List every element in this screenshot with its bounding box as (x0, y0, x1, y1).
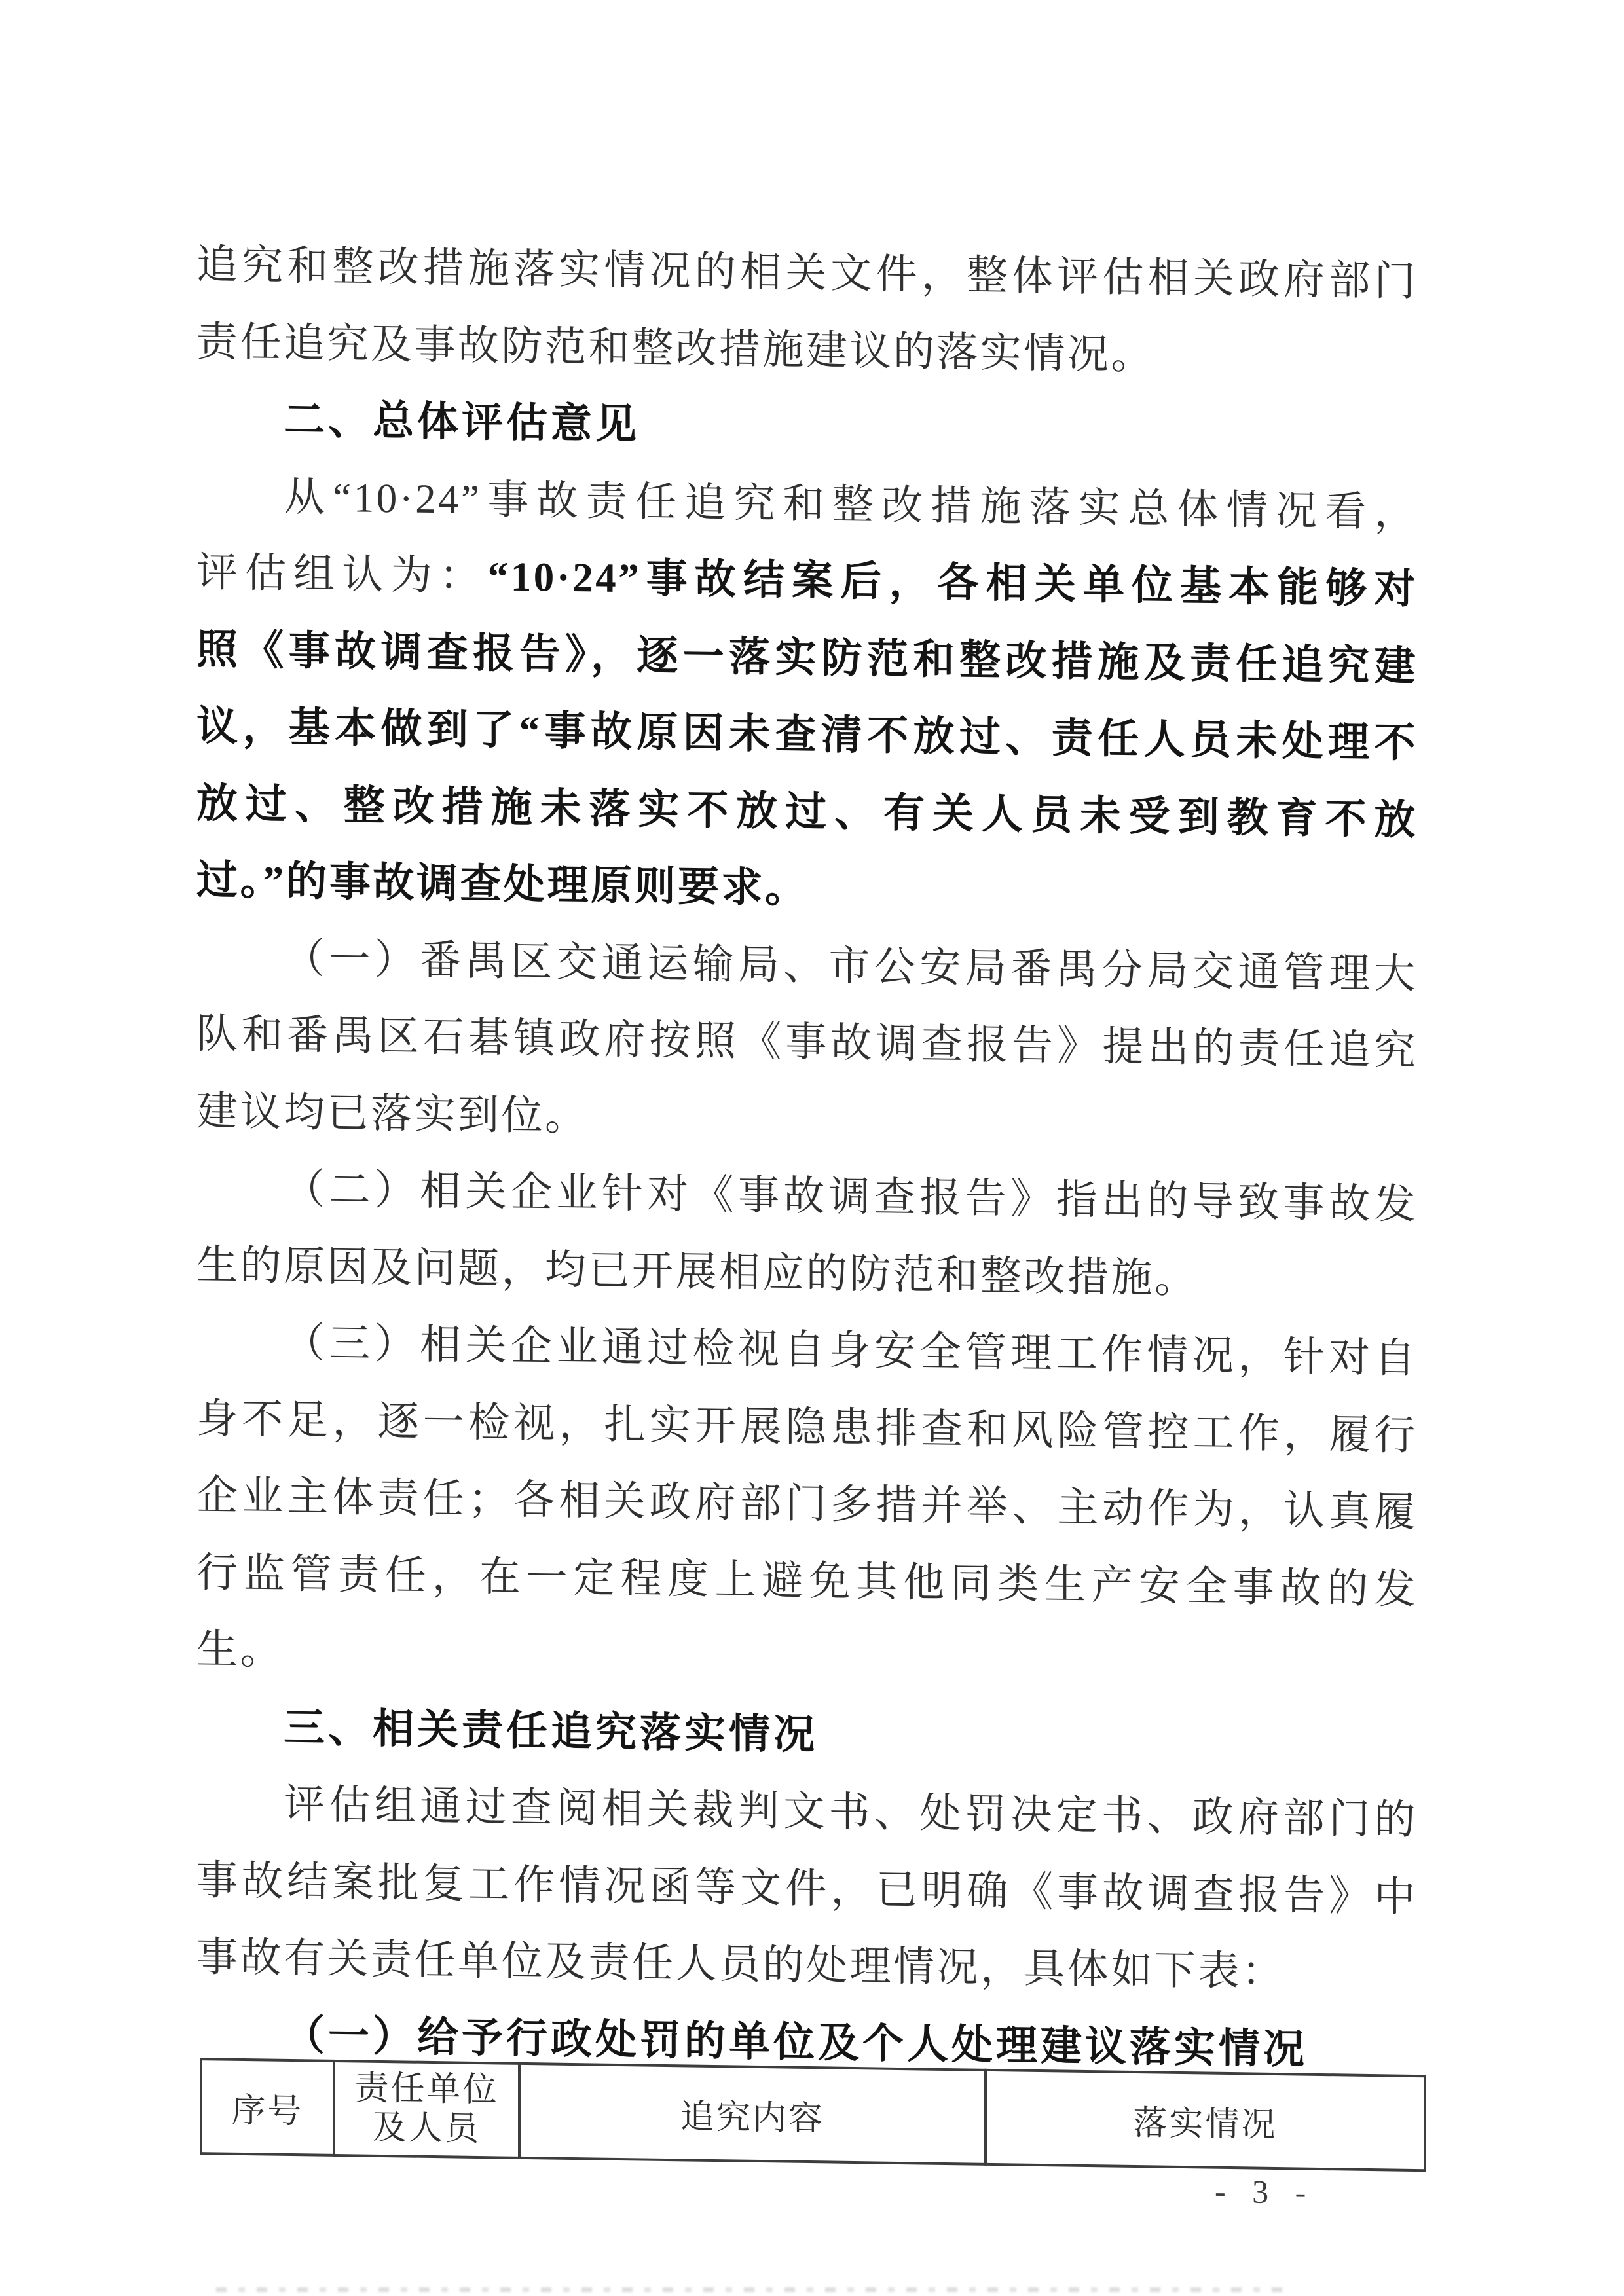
text-line: 评估组通过查阅相关裁判文书、处罚决定书、政府部门的 (284, 1781, 1418, 1844)
text-line: 放过、整改措施未落实不放过、有关人员未受到教育不放 (196, 780, 1418, 843)
text-line: （一）番禺区交通运输局、市公安局番禺分局交通管理大 (284, 935, 1418, 997)
section-heading-2: 二、总体评估意见 (284, 396, 640, 448)
header-cell-status: 落实情况 (986, 2070, 1425, 2170)
text-line: 事故有关责任单位及责任人员的处理情况，具体如下表： (196, 1934, 1285, 1995)
next-page-bleed-artifact (216, 2287, 1283, 2292)
text-line: 照《事故调查报告》，逐一落实防范和整改措施及责任追究建 (196, 626, 1418, 689)
text-line: 生的原因及问题，均已开展相应的防范和整改措施。 (196, 1241, 1198, 1302)
text-line: 过。”的事故调查处理原则要求。 (196, 857, 809, 912)
text-line: 队和番禺区石碁镇政府按照《事故调查报告》提出的责任追究 (196, 1011, 1418, 1074)
text-line: （二）相关企业针对《事故调查报告》指出的导致事故发 (284, 1165, 1418, 1228)
punishment-table (200, 2058, 1426, 2172)
text-line: （三）相关企业通过检视自身安全管理工作情况，针对自 (284, 1319, 1418, 1382)
text-line: 追究和整改措施落实情况的相关文件，整体评估相关政府部门 (196, 242, 1418, 305)
page-number: - 3 - (1215, 2172, 1316, 2211)
header-cell-unit (334, 2061, 519, 2158)
text-line: 企业主体责任；各相关政府部门多措并举、主动作为，认真履 (196, 1472, 1418, 1536)
text-line: 议，基本做到了“事故原因未查清不放过、责任人员未处理不 (196, 703, 1418, 767)
line-bold-part: “10·24”事故结案后，各相关单位基本能够对 (487, 553, 1418, 613)
text-line: 行监管责任，在一定程度上避免其他同类生产安全事故的发 (196, 1549, 1418, 1613)
text-line: 建议均已落实到位。 (196, 1087, 589, 1139)
text-line: 事故结案批复工作情况函等文件，已明确《事故调查报告》中 (196, 1857, 1418, 1920)
header-unit-line1: 责任单位 (354, 2069, 499, 2109)
text-line: 身不足，逐一检视，扎实开展隐患排查和风险管控工作，履行 (196, 1395, 1418, 1459)
header-cell-index: 序号 (201, 2059, 334, 2155)
header-cell-content: 追究内容 (519, 2064, 986, 2164)
document-text-block (196, 227, 1418, 2090)
text-line: 责任追究及事故防范和整改措施建议的落实情况。 (196, 318, 1154, 378)
header-unit-line2: 及人员 (372, 2109, 481, 2149)
section-heading-3: 三、相关责任追究落实情况 (284, 1704, 818, 1758)
document-content (196, 227, 1418, 2211)
line-regular-part: 评估组认为： (196, 549, 488, 600)
table-header-row (201, 2059, 1425, 2170)
table-title: （一）给予行政处罚的单位及个人处理建议落实情况 (284, 2012, 1308, 2073)
text-line: 生。 (196, 1626, 284, 1673)
text-line: 从“10·24”事故责任追究和整改措施落实总体情况看， (284, 473, 1418, 536)
